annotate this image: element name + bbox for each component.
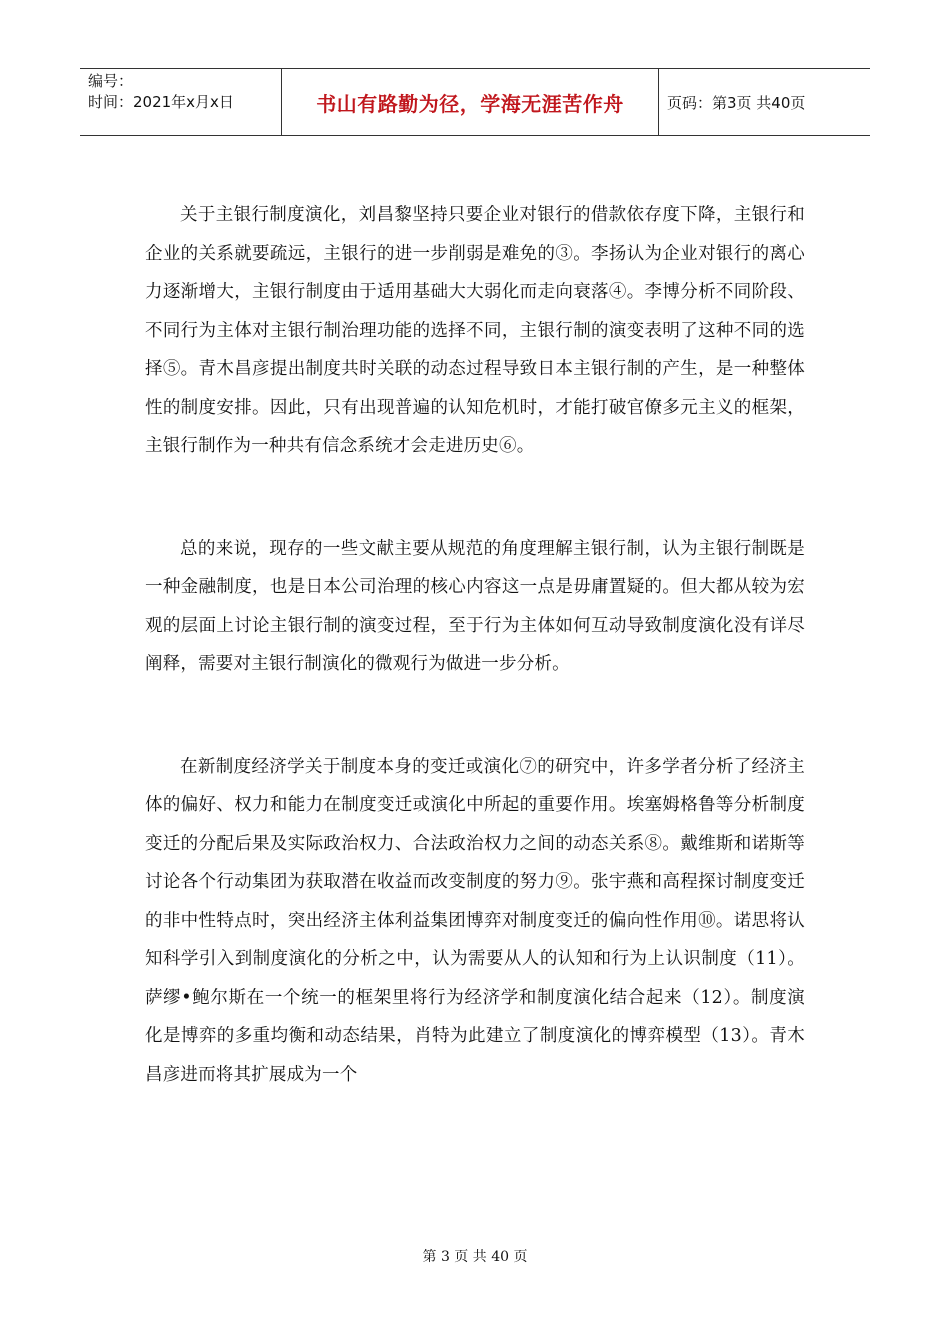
paragraph-2: 总的来说，现存的一些文献主要从规范的角度理解主银行制，认为主银行制既是一种金融制度，也是日本公司治理的核心内容这一点是毋庸置疑的。但大都从较为宏观的层面上讨论主银行制的演变过程，至于行为主体如何互动导致制度演化没有详尽阐释，需要对主银行制演化的微观行为做进一步分析。 xyxy=(145,538,805,674)
page-footer: 第 3 页 共 40 页 xyxy=(422,1249,528,1265)
header-meta xyxy=(80,69,282,135)
number-label: 编号： xyxy=(88,72,134,90)
header-motto: 书山有路勤为径，学海无涯苦作舟 xyxy=(282,69,659,135)
paragraph-1: 关于主银行制度演化，刘昌黎坚持只要企业对银行的借款依存度下降，主银行和企业的关系就要疏远，主银行的进一步削弱是难免的③。李扬认为企业对银行的离心力逐渐增大，主银行制度由于适用基础大大弱化而走向衰落④。李博分析不同阶段、不同行为主体对主银行制治理功能的选择不同，主银行制的演变表明了这种不同的选择⑤。青木昌彦提出制度共时关联的动态过程导致日本主银行制的产生，是一种整体性的制度安排。因此，只有出现普遍的认知危机时，才能打破官僚多元主义的框架，主银行制作为一种共有信念系统才会走进历史⑥。 xyxy=(145,205,805,456)
page-header xyxy=(80,68,870,136)
date-label: 时间：2021年x月x日 xyxy=(88,93,234,111)
header-page-info: 页码：第3页 共40页 xyxy=(667,93,806,112)
document-body xyxy=(145,196,805,1158)
paragraph-3: 在新制度经济学关于制度本身的变迁或演化⑦的研究中，许多学者分析了经济主体的偏好、权力和能力在制度变迁或演化中所起的重要作用。埃塞姆格鲁等分析制度变迁的分配后果及实际政治权力、合法政治权力之间的动态关系⑧。戴维斯和诺斯等讨论各个行动集团为获取潜在收益而改变制度的努力⑨。张宇燕和高程探讨制度变迁的非中性特点时，突出经济主体利益集团博弈对制度变迁的偏向性作用⑩。诺思将认知科学引入到制度演化的分析之中，认为需要从人的认知和行为上认识制度（11）。萨缪•鲍尔斯在一个统一的框架里将行为经济学和制度演化结合起来（12）。制度演化是博弈的多重均衡和动态结果，肖特为此建立了制度演化的博弈模型（13）。青木昌彦进而将其扩展成为一个 xyxy=(145,756,805,1085)
